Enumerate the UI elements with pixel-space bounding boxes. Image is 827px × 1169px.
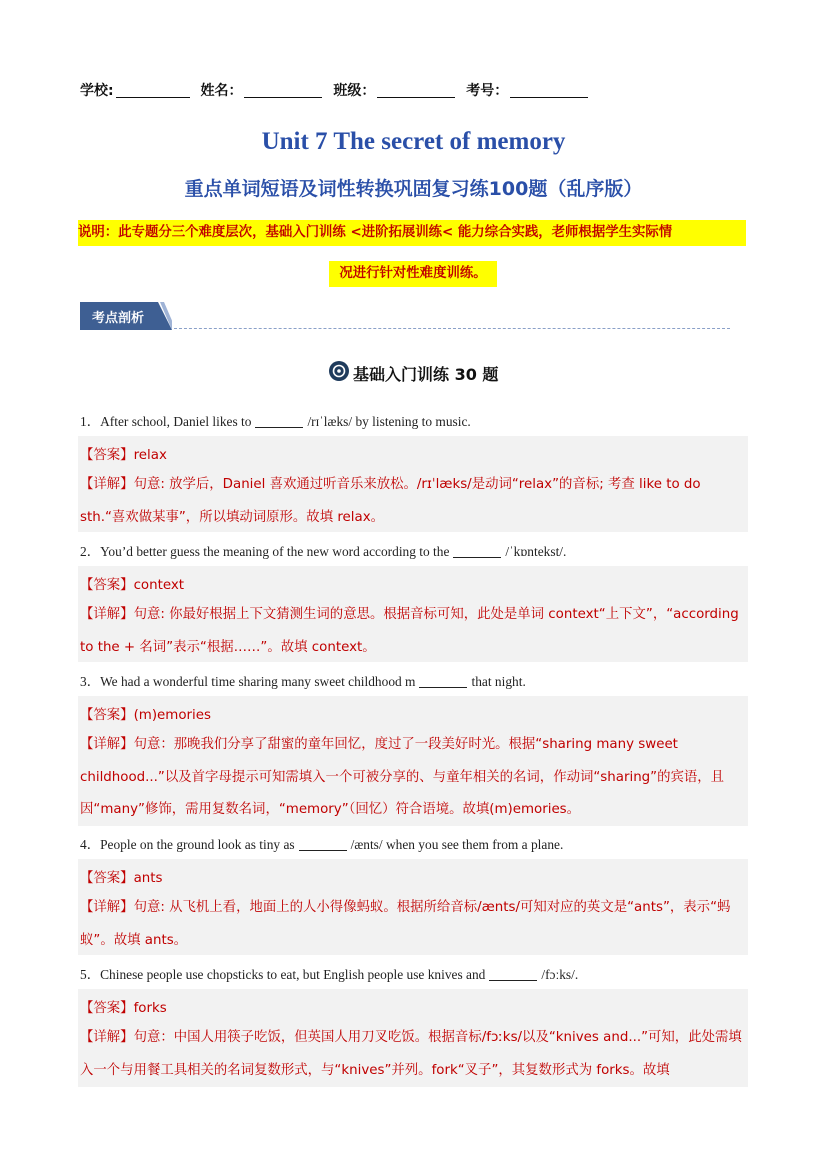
- question-text: We had a wonderful time sharing many sweet childhood m: [100, 674, 416, 689]
- explanation-text: 句意: 放学后，Daniel 喜欢通过听音乐来放松。/rɪˈlæks/是动词“relax”的音标; 考查 like to do sth.“喜欢做某事”，所以填动词原形。故填 relax。: [80, 477, 701, 525]
- class-blank[interactable]: [377, 83, 455, 98]
- answer-blank[interactable]: [255, 415, 303, 428]
- question-text: After school, Daniel likes to: [100, 414, 252, 429]
- school-blank[interactable]: [116, 83, 190, 98]
- answer-line: [80, 997, 167, 1016]
- answer-label: 【答案】: [80, 871, 134, 886]
- answer-line: [80, 867, 162, 886]
- answer-blank[interactable]: [299, 838, 347, 851]
- answer-line: [80, 574, 184, 593]
- explanation-label: 【详解】: [80, 1030, 134, 1045]
- instruction-note-line2: 况进行针对性难度训练。: [329, 261, 497, 287]
- explanation-text: 句意: 你最好根据上下文猜测生词的意思。根据音标可知，此处是单词 context“上下文”，“according to the + 名词”表示“根据……”。故填 context。: [80, 607, 739, 655]
- answer-value: context: [133, 578, 185, 593]
- explanation: [80, 469, 748, 534]
- student-info-line: [80, 80, 588, 100]
- answer-value: ants: [133, 871, 163, 886]
- answer-blank[interactable]: [453, 545, 501, 558]
- explanation-label: 【详解】: [80, 900, 134, 915]
- explanation-label: 【详解】: [80, 607, 134, 622]
- question-text: that night.: [471, 674, 526, 689]
- question-3: [80, 671, 526, 690]
- name-label: 姓名：: [200, 83, 243, 99]
- page-title: Unit 7 The secret of memory: [261, 128, 566, 155]
- explanation-text: 句意：中国人用筷子吃饭，但英国人用刀叉吃饭。根据音标/fɔːks/以及“knives and...”可知，此处需填入一个与用餐工具相关的名词复数形式，与“knives”并列。fork“叉子”，其复数形式为 forks。故填: [80, 1030, 742, 1078]
- question-text: /fɔːks/.: [541, 967, 579, 982]
- question-4: [80, 834, 563, 853]
- answer-blank[interactable]: [419, 675, 467, 688]
- question-5: [80, 964, 578, 983]
- answer-label: 【答案】: [80, 1001, 134, 1016]
- kaodian-section-header: [80, 302, 730, 332]
- instruction-note-line1: 说明：此专题分三个难度层次，基础入门训练 <进阶拓展训练< 能力综合实践，老师根据学生实际情: [78, 220, 746, 246]
- question-number: 1．: [80, 414, 101, 429]
- question-number: 2．: [80, 544, 101, 559]
- answer-line: [80, 704, 211, 723]
- name-blank[interactable]: [244, 83, 322, 98]
- question-text: /rɪˈlæks/ by listening to music.: [307, 414, 471, 429]
- question-text: /ˈkɒntekst/.: [505, 544, 567, 559]
- question-1: [80, 411, 471, 430]
- question-number: 4．: [80, 837, 101, 852]
- question-text: People on the ground look as tiny as: [100, 837, 295, 852]
- question-number: 5．: [80, 967, 101, 982]
- answer-label: 【答案】: [80, 448, 134, 463]
- exam-number-blank[interactable]: [510, 83, 588, 98]
- explanation-text: 句意：那晚我们分享了甜蜜的童年回忆，度过了一段美好时光。根据“sharing many sweet childhood...”以及首字母提示可知需填入一个可被分享的、与童年相关的名词，作动词“sharing”的宾语，且因“many”修饰，需用复数名词，“memory”（回忆）符合语境。故填(m)emories。: [80, 737, 725, 817]
- question-text: /ænts/ when you see them from a plane.: [350, 837, 564, 852]
- explanation: [80, 892, 748, 957]
- dashed-divider: [174, 328, 730, 329]
- explanation-text: 句意: 从飞机上看，地面上的人小得像蚂蚁。根据所给音标/ænts/可知对应的英文是“ants”，表示“蚂蚁”。故填 ants。: [80, 900, 731, 948]
- section-bullet-icon: [329, 361, 349, 381]
- exam-number-label: 考号：: [466, 83, 509, 99]
- explanation: [80, 729, 748, 827]
- question-number: 3．: [80, 674, 101, 689]
- explanation-label: 【详解】: [80, 477, 134, 492]
- school-label: 学校:: [80, 83, 114, 99]
- answer-value: forks: [133, 1001, 167, 1016]
- question-2: [80, 541, 566, 560]
- answer-line: [80, 444, 167, 463]
- answer-blank[interactable]: [489, 968, 537, 981]
- kaodian-label: 考点剖析: [92, 311, 145, 326]
- answer-value: relax: [133, 448, 167, 463]
- answer-label: 【答案】: [80, 578, 134, 593]
- answer-value: (m)emories: [133, 708, 211, 723]
- answer-label: 【答案】: [80, 708, 134, 723]
- explanation: [80, 1022, 748, 1087]
- explanation-label: 【详解】: [80, 737, 134, 752]
- explanation: [80, 599, 748, 664]
- class-label: 班级：: [333, 83, 376, 99]
- question-text: You’d better guess the meaning of the new word according to the: [100, 544, 450, 559]
- section-title: 基础入门训练 30 题: [353, 365, 499, 384]
- page-subtitle: 重点单词短语及词性转换巩固复习练100题（乱序版）: [184, 178, 643, 200]
- question-text: Chinese people use chopsticks to eat, but English people use knives and: [100, 967, 486, 982]
